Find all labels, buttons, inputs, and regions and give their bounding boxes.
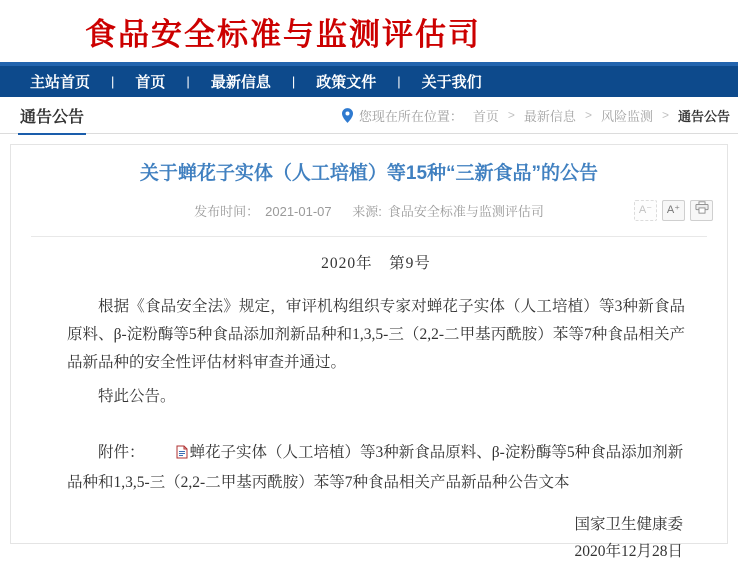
nav-separator: | xyxy=(397,74,401,89)
nav-item-latest-news[interactable]: 最新信息 xyxy=(210,74,271,91)
breadcrumb-link-risk-monitoring[interactable]: 风险监测 xyxy=(600,108,653,124)
breadcrumb-link-latest-news[interactable]: 最新信息 xyxy=(523,108,576,124)
font-tools xyxy=(634,200,713,221)
nav-separator: | xyxy=(186,74,190,89)
breadcrumb xyxy=(342,106,730,125)
nav-item-main-home[interactable]: 主站首页 xyxy=(30,74,91,91)
breadcrumb-separator: > xyxy=(661,108,669,122)
nav-item-home[interactable]: 首页 xyxy=(135,74,166,91)
site-title: 食品安全标准与监测评估司 xyxy=(85,16,481,52)
source-name: 食品安全标准与监测评估司 xyxy=(387,204,544,219)
font-decrease-button[interactable]: A⁻ xyxy=(634,200,657,221)
print-button[interactable] xyxy=(690,200,713,221)
article-body xyxy=(11,251,727,565)
article-title: 关于蝉花子实体（人工培植）等15种“三新食品”的公告 xyxy=(139,163,599,184)
publish-time: 2021-01-07 xyxy=(265,204,332,219)
paragraph-main: 根据《食品安全法》规定，审评机构组织专家对蝉花子实体（人工培植）等3种新食品原料、β-淀粉酶等5种食品添加剂新品种和1,3,5-三（2,2-二甲基丙酰胺）苯等7种食品相关产品新品种的安全性评估材料审查并通过。 xyxy=(67,298,685,371)
issue-number: 2020年 第9号 xyxy=(321,255,431,272)
breadcrumb-separator: > xyxy=(584,108,592,122)
page-header xyxy=(0,0,738,62)
signature-name: 国家卫生健康委 xyxy=(574,516,683,533)
section-title[interactable]: 通告公告 xyxy=(18,96,86,135)
attachment-label: 附件： xyxy=(98,444,145,461)
signature-date: 2020年12月28日 xyxy=(574,543,683,560)
nav-item-policy-documents[interactable]: 政策文件 xyxy=(316,74,377,91)
nav-item-about-us[interactable]: 关于我们 xyxy=(421,74,482,91)
source-label: 来源: xyxy=(352,204,382,219)
breadcrumb-current: 通告公告 xyxy=(677,108,730,124)
publish-time-label: 发布时间： xyxy=(194,204,260,219)
publish-meta xyxy=(11,200,727,224)
attachment-line xyxy=(67,439,685,497)
attachment-doc-icon xyxy=(145,441,188,469)
article-content-box xyxy=(10,144,728,560)
breadcrumb-link-home[interactable]: 首页 xyxy=(472,108,499,124)
signature-block xyxy=(67,511,685,565)
print-icon xyxy=(695,205,709,217)
nav-separator: | xyxy=(291,74,296,89)
breadcrumb-label: 您现在所在位置： xyxy=(358,108,463,124)
meta-divider xyxy=(31,236,707,237)
paragraph-closing: 特此公告。 xyxy=(98,388,176,405)
publish-meta-row xyxy=(11,200,727,224)
location-pin-icon xyxy=(342,108,353,123)
attachment-link[interactable]: 蝉花子实体（人工培植）等3种新食品原料、β-淀粉酶等5种食品添加剂新品种和1,3,5-三（2,2-二甲基丙酰胺）苯等7种食品相关产品新品种公告文本 xyxy=(67,444,684,491)
font-increase-button[interactable]: A⁺ xyxy=(662,200,685,221)
breadcrumb-separator: > xyxy=(507,108,515,122)
main-nav xyxy=(0,66,738,97)
nav-separator: | xyxy=(111,74,115,89)
breadcrumb-bar xyxy=(0,97,738,134)
